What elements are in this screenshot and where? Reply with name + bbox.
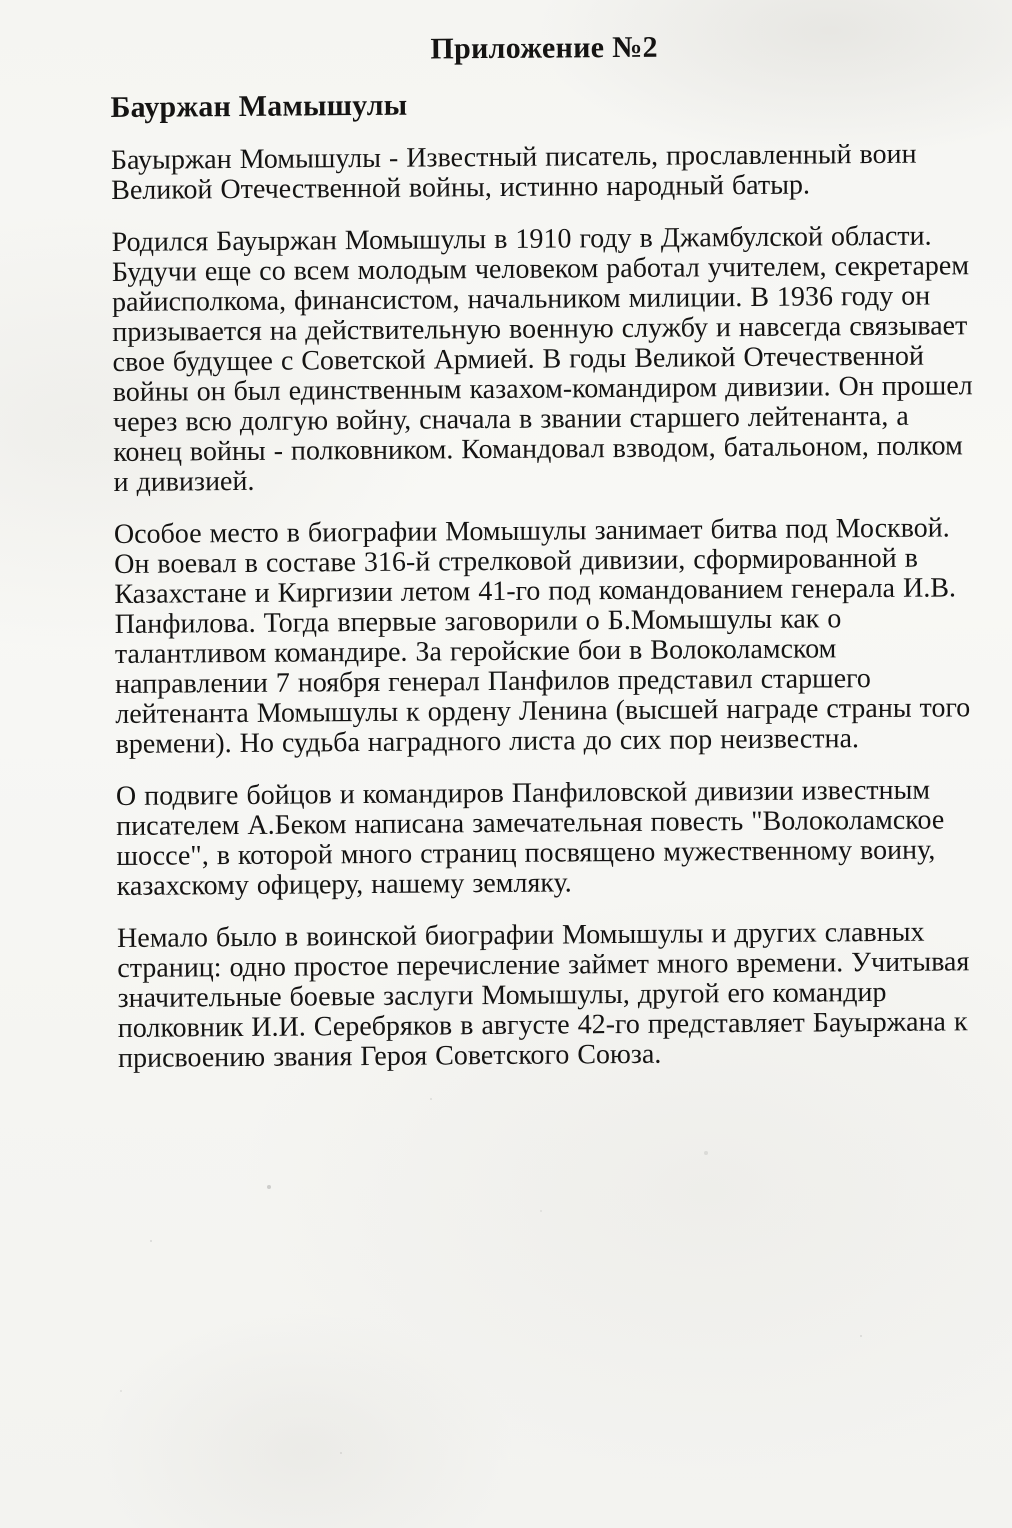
- paragraph-volokolamsk-highway: О подвиге бойцов и командиров Панфиловской дивизии известным писателем А.Беком написана замечательная повесть "Волоколамское шоссе", в которой много страниц посвящено мужественному воину, казахскому офицеру, нашему земляку.: [115, 774, 945, 902]
- paper-dust-specks: [0, 0, 2, 2]
- paragraph-battle-of-moscow: Особое место в биографии Момышулы занимает битва под Москвой. Он воевал в составе 316-й стрелковой дивизии, сформированной в Казахстане и Киргизии летом 41-го под командованием генерала И.В. Панфилова. Тогда впервые заговорили о Б.Момышулы как о талантливом командире. За геройские бои в Волоколамском направлении 7 ноября генерал Панфилов представил старшего лейтенанта Момышулы к ордену Ленина (высшей награде страны того времени). Но судьба наградного листа до сих пор неизвестна.: [113, 512, 971, 760]
- document-title: Приложение №2: [430, 30, 659, 66]
- document-content: [110, 27, 986, 1096]
- paragraph-hero-nomination: Немало было в воинской биографии Момышулы и других славных страниц: одно простое перечисление займет много времени. Учитывая значительные боевые заслуги Момышулы, другой его командир полковник И.И. Серебряков в августе 42-го представляет Бауыржана к присвоению звания Героя Советского Союза.: [116, 916, 970, 1074]
- paragraph-biography-early-life: Родился Бауыржан Момышулы в 1910 году в Джамбулской области. Будучи еще со всем молодым человеком работал учителем, секретарем райисполкома, финансистом, начальником милиции. В 1936 году он призывается на действительную военную службу и навсегда связывает свое будущее с Советской Армией. В годы Великой Отечественной войны он был единственным казахом-командиром дивизии. Он прошел через всю долгую войну, сначала в звании старшего лейтенанта, а конец войны - полковником. Командовал взводом, батальоном, полком и дивизией.: [111, 220, 973, 498]
- document-heading: Бауржан Мамышулы: [110, 88, 408, 124]
- paragraph-intro: Бауыржан Момышулы - Известный писатель, прославленный воин Великой Отечественной войны, истинно народный батыр.: [110, 138, 917, 206]
